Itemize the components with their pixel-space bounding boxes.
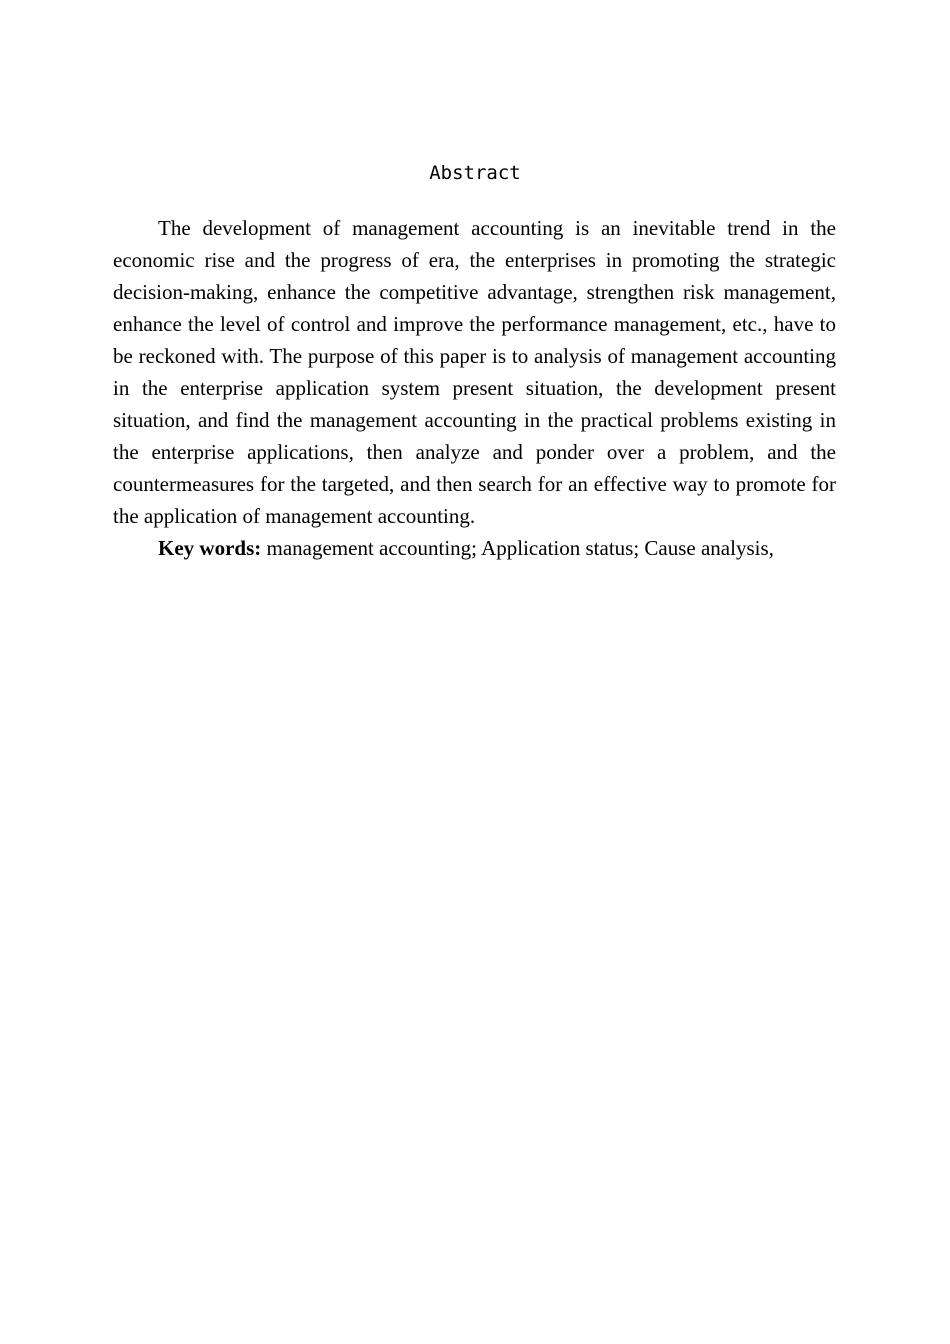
keywords-line — [113, 532, 836, 564]
abstract-paragraph: The development of management accounting is an inevitable trend in the economic rise and the progress of era, the enterprises in promoting the strategic decision-making, enhance the competitive advantage, strengthen risk management, enhance the level of control and improve the performance management, etc., have to be reckoned with. The purpose of this paper is to analysis of management accounting in the enterprise application system present situation, the development present situation, and find the management accounting in the practical problems existing in the enterprise applications, then analyze and ponder over a problem, and the countermeasures for the targeted, and then search for an effective way to promote for the application of management accounting. — [113, 216, 836, 528]
abstract-content — [113, 212, 836, 564]
abstract-title: Abstract — [429, 162, 521, 184]
keywords-text: management accounting; Application status; Cause analysis, — [261, 536, 774, 560]
keywords-label: Key words: — [158, 536, 262, 560]
